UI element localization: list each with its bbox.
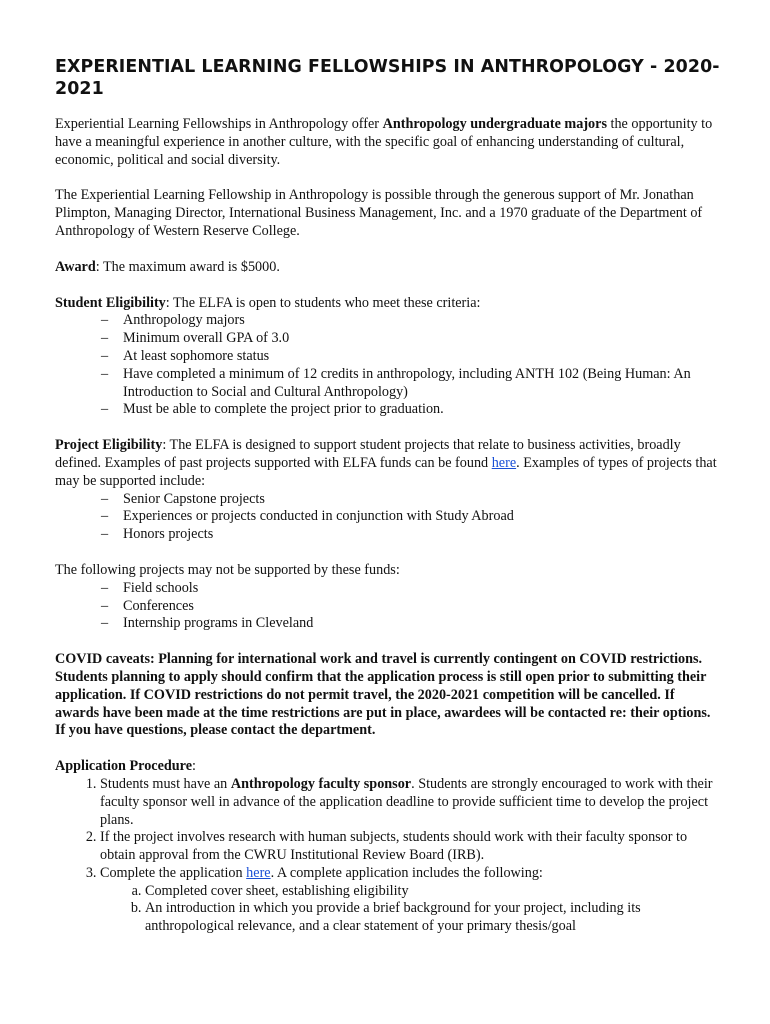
student-eligibility-label: Student Eligibility — [55, 294, 166, 311]
document-page — [55, 56, 720, 936]
project-eligibility-text-end: . Examples of types of projects that may be supported include: — [55, 454, 717, 489]
award-paragraph — [55, 259, 720, 277]
support-paragraph: The Experiential Learning Fellowship in Anthropology is possible through the generous support of Mr. Jonathan Plimpton, Managing Director, International Business Management, Inc. and a 1970 graduate of the Department of Anthropology of Western Reserve College. — [55, 187, 703, 239]
step-text-end: . Students are strongly encouraged to work with their faculty sponsor well in advance of the application deadline to provide sufficient time to develop the project plans. — [100, 775, 713, 828]
project-eligibility-text: : The ELFA is designed to support student projects that relate to business activities, broadly defined. Examples of past projects supported with ELFA funds can be found — [55, 437, 681, 471]
application-colon: : — [192, 758, 196, 775]
step-text: Students must have an — [100, 775, 231, 792]
document-title: EXPERIENTIAL LEARNING FELLOWSHIPS IN ANTHROPOLOGY - 2020-2021 — [55, 57, 720, 99]
application-procedure-heading — [55, 758, 720, 776]
application-sub-item: a. Completed cover sheet, establishing eligibility — [145, 883, 720, 901]
application-sub-list — [100, 883, 720, 936]
list-item: – Conferences — [101, 598, 720, 616]
list-item: – Anthropology majors — [101, 312, 720, 330]
application-steps-list — [55, 776, 720, 936]
list-item: – At least sophomore status — [101, 348, 720, 366]
project-eligibility-label: Project Eligibility — [55, 437, 163, 454]
intro-paragraph — [55, 116, 720, 169]
application-sub-item: b. An introduction in which you provide a brief background for your project, including its anthropological relevance, and a clear statement of your primary thesis/goal — [145, 900, 720, 936]
application-link[interactable]: here — [246, 864, 271, 881]
intro-bold: Anthropology undergraduate majors — [382, 116, 607, 132]
covid-caveats-paragraph — [55, 651, 720, 740]
covid-caveats-text: COVID caveats: Planning for international work and travel is currently contingent on COVID restrictions. Students planning to apply should confirm that the application process is still open prior to submitting their application. If COVID restrictions do not permit travel, the 2020-2021 competition will be cancelled. If awards have been made at the time restrictions are put in place, awardees will be contacted re: their options. If you have questions, please contact the department. — [55, 651, 711, 739]
intro-text: Experiential Learning Fellowships in Anthropology offer — [55, 116, 383, 132]
list-item: – Have completed a minimum of 12 credits in anthropology, including ANTH 102 (Being Human: An Introduction to Social and Cultural Anthropology) — [101, 366, 720, 402]
award-text: : The maximum award is $5000. — [95, 258, 280, 275]
list-item: – Field schools — [101, 580, 720, 598]
step-text: Complete the application — [100, 864, 247, 881]
project-eligibility-paragraph — [55, 437, 720, 490]
not-supported-list — [55, 580, 720, 633]
student-eligibility-text: : The ELFA is open to students who meet these criteria: — [165, 294, 481, 311]
project-types-list — [55, 491, 720, 544]
past-projects-link[interactable]: here — [491, 454, 517, 471]
application-step — [100, 776, 720, 829]
list-item: – Senior Capstone projects — [101, 491, 720, 509]
student-eligibility-heading — [55, 295, 720, 313]
award-label: Award — [55, 258, 96, 275]
list-item: – Honors projects — [101, 526, 720, 544]
step-text-end: . A complete application includes the following: — [270, 864, 543, 881]
step-bold: Anthropology faculty sponsor — [230, 775, 412, 792]
list-item: – Experiences or projects conducted in conjunction with Study Abroad — [101, 508, 720, 526]
application-procedure-label: Application Procedure — [55, 758, 193, 775]
intro-text-end: the opportunity to have a meaningful experience in another culture, with the specific goal of enhancing understanding of cultural, economic, political and social diversity. — [55, 116, 713, 168]
list-item: – Internship programs in Cleveland — [101, 615, 720, 633]
list-item: – Minimum overall GPA of 3.0 — [101, 330, 720, 348]
student-eligibility-list — [55, 312, 720, 419]
application-step: 2. If the project involves research with human subjects, students should work with their faculty sponsor to obtain approval from the CWRU Institutional Review Board (IRB). — [100, 829, 720, 865]
list-item: – Must be able to complete the project prior to graduation. — [101, 401, 720, 419]
application-step — [100, 865, 720, 936]
not-supported-intro: The following projects may not be supported by these funds: — [55, 561, 400, 578]
